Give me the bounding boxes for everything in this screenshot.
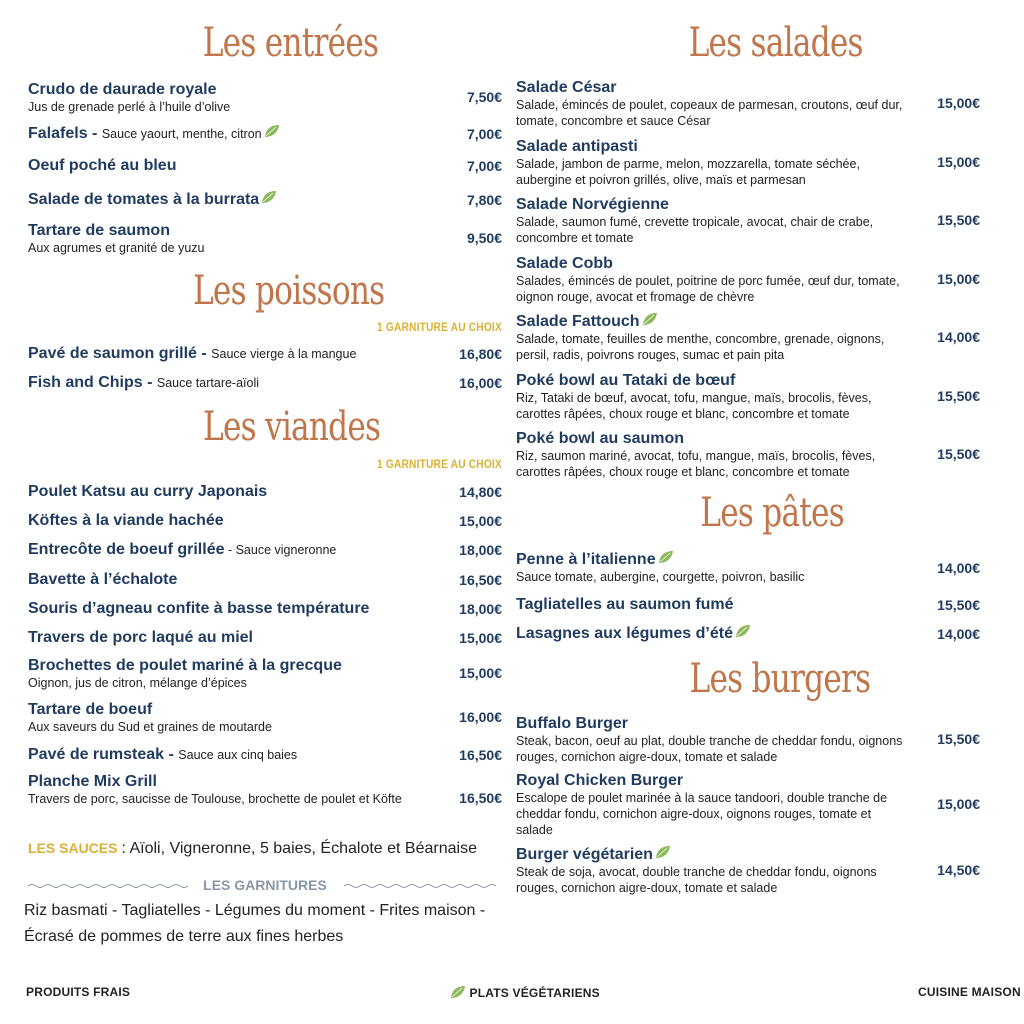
menu-item [28, 599, 502, 618]
item-price: 7,50€ [466, 89, 502, 105]
menu-item [516, 624, 980, 643]
sauces-text: : Aïoli, Vigneronne, 5 baies, Échalote et Béarnaise [121, 840, 477, 857]
menu-item [516, 371, 980, 422]
menu-item [516, 845, 980, 896]
menu-item [28, 373, 502, 393]
item-title: Entrecôte de boeuf grillée [28, 541, 225, 558]
item-name [516, 137, 980, 156]
item-price: 15,50€ [937, 446, 980, 462]
item-name [28, 700, 502, 719]
leaf-icon [261, 190, 277, 204]
item-name [28, 656, 502, 675]
garnitures-header [28, 876, 502, 896]
item-description: Aux saveurs du Sud et graines de moutarde [28, 720, 272, 734]
item-description: Travers de porc, saucisse de Toulouse, brochette de poulet et Köfte [28, 792, 402, 806]
menu-item [28, 772, 502, 807]
item-price: 16,80€ [459, 346, 502, 362]
item-description: Riz, Tataki de bœuf, avocat, tofu, mangue, maïs, brocolis, fèves, carottes râpées, choux rouge et blanc, concombre et tomate [516, 391, 872, 421]
item-name [28, 124, 502, 144]
item-price: 15,50€ [937, 731, 980, 747]
leaf-icon [655, 845, 671, 859]
item-price: 15,00€ [937, 796, 980, 812]
menu-item [28, 80, 502, 115]
item-price: 15,00€ [459, 665, 502, 681]
item-name [516, 254, 980, 273]
item-title: Poulet Katsu au curry Japonais [28, 483, 268, 500]
item-name [516, 624, 980, 643]
item-name [516, 595, 980, 614]
menu-item [516, 429, 980, 480]
menu-item [28, 482, 502, 501]
item-name [516, 371, 980, 390]
item-title: Salade César [516, 79, 617, 96]
footer-vegetarian-label: PLATS VÉGÉTARIENS [469, 986, 600, 1000]
item-title: Poké bowl au saumon [516, 430, 685, 447]
item-name [516, 771, 980, 790]
item-price: 15,00€ [937, 154, 980, 170]
item-description: Steak de soja, avocat, double tranche de cheddar fondu, oignons rouges, cornichon aigre-doux, tomate et salade [516, 865, 877, 895]
item-name [28, 570, 502, 589]
item-title: Fish and Chips - [28, 374, 157, 391]
item-price: 16,50€ [459, 572, 502, 588]
section-title-entrees: Les entrées [202, 20, 379, 66]
item-title: Pavé de saumon grillé - [28, 345, 212, 362]
leaf-icon [642, 312, 658, 326]
item-price: 14,00€ [937, 560, 980, 576]
item-description: Riz, saumon mariné, avocat, tofu, mangue, maïs, brocolis, fèves, carottes râpées, choux rouge et blanc, concombre et tomate [516, 449, 876, 479]
item-price: 18,00€ [459, 542, 502, 558]
menu-item [28, 156, 502, 175]
item-price: 16,50€ [459, 747, 502, 763]
item-title: Köftes à la viande hachée [28, 512, 224, 529]
item-title: Burger végétarien [516, 846, 653, 863]
item-name [28, 221, 502, 240]
menu-item [28, 745, 502, 765]
footer-fresh: PRODUITS FRAIS [26, 985, 131, 999]
item-name [28, 540, 502, 560]
item-title: Crudo de daurade royale [28, 81, 217, 98]
item-price: 14,80€ [459, 484, 502, 500]
item-name [28, 344, 502, 364]
item-title: Falafels - [28, 125, 102, 142]
menu-item [28, 700, 502, 735]
leaf-icon [450, 985, 466, 999]
menu-item [28, 656, 502, 691]
item-title: Salade Cobb [516, 255, 613, 272]
item-title: Tagliatelles au saumon fumé [516, 596, 734, 613]
sauces-label: LES SAUCES [28, 840, 118, 856]
footer-vegetarian [448, 985, 600, 1000]
item-name [28, 190, 502, 209]
item-price: 18,00€ [459, 601, 502, 617]
item-description: Salade, tomate, feuilles de menthe, concombre, grenade, oignons, persil, radis, poivrons rouges, sumac et pain pita [516, 332, 885, 362]
item-price: 16,50€ [459, 790, 502, 806]
footer-homemade: CUISINE MAISON [918, 985, 1021, 999]
leaf-icon [658, 550, 674, 564]
section-title-pates: Les pâtes [700, 490, 844, 536]
item-title: Poké bowl au Tataki de bœuf [516, 372, 736, 389]
garniture-note: 1 GARNITURE AU CHOIX [377, 320, 502, 334]
menu-item [28, 221, 502, 256]
item-title: Tartare de boeuf [28, 701, 153, 718]
menu-item [516, 78, 980, 129]
item-price: 7,00€ [466, 158, 502, 174]
item-description: Salade, jambon de parme, melon, mozzarella, tomate séchée, aubergine et poivron grillés, olive, maïs et parmesan [516, 157, 860, 187]
item-title: Bavette à l’échalote [28, 571, 178, 588]
item-description: Salades, émincés de poulet, poitrine de porc fumée, œuf dur, tomate, oignon rouge, avocat et fromage de chèvre [516, 274, 900, 304]
item-name [516, 312, 980, 331]
menu-item [516, 254, 980, 305]
item-price: 14,00€ [937, 626, 980, 642]
menu-item [516, 195, 980, 246]
item-title: Pavé de rumsteak - [28, 746, 179, 763]
item-name [516, 550, 980, 569]
item-name [516, 845, 980, 864]
item-price: 15,00€ [937, 95, 980, 111]
item-name [28, 745, 502, 765]
menu-item [28, 190, 502, 209]
item-name [28, 772, 502, 791]
item-price: 15,50€ [937, 388, 980, 404]
item-title: Salade de tomates à la burrata [28, 191, 260, 208]
item-description: Escalope de poulet marinée à la sauce tandoori, double tranche de cheddar fondu, cornichon aigre-doux, oignons rouges, tomate et salade [516, 791, 888, 837]
item-title: Tartare de saumon [28, 222, 170, 239]
leaf-icon [264, 124, 280, 138]
item-title: Salade Fattouch [516, 313, 640, 330]
item-sauce: Sauce vierge à la mangue [211, 347, 357, 361]
item-name [516, 429, 980, 448]
item-title: Souris d’agneau confite à basse température [28, 600, 370, 617]
section-title-salades: Les salades [688, 20, 863, 66]
item-price: 16,00€ [459, 709, 502, 725]
menu-item [28, 344, 502, 364]
item-title: Planche Mix Grill [28, 773, 157, 790]
item-price: 15,50€ [937, 597, 980, 613]
item-price: 15,00€ [937, 271, 980, 287]
leaf-icon [735, 624, 751, 638]
item-name [516, 714, 980, 733]
item-title: Brochettes de poulet mariné à la grecque [28, 657, 342, 674]
item-title: Travers de porc laqué au miel [28, 629, 253, 646]
item-sauce: Sauce tartare-aïoli [156, 376, 260, 390]
menu-item [28, 124, 502, 144]
menu-item [516, 771, 980, 838]
item-name [28, 80, 502, 99]
item-sauce: Sauce yaourt, menthe, citron [101, 127, 262, 141]
item-description: Oignon, jus de citron, mélange d’épices [28, 676, 247, 690]
item-name [516, 78, 980, 97]
sauces-line [28, 840, 477, 858]
item-name [516, 195, 980, 214]
section-title-viandes: Les viandes [203, 404, 381, 450]
item-price: 15,00€ [459, 513, 502, 529]
item-description: Salade, saumon fumé, crevette tropicale, avocat, chair de crabe, concombre et tomate [516, 215, 874, 245]
item-name [28, 482, 502, 501]
item-price: 7,80€ [466, 192, 502, 208]
item-title: Royal Chicken Burger [516, 772, 684, 789]
item-title: Salade Norvégienne [516, 196, 669, 213]
section-title-burgers: Les burgers [689, 656, 871, 702]
item-name [28, 156, 502, 175]
garnitures-label: LES GARNITURES [203, 877, 327, 893]
menu-item [516, 714, 980, 765]
item-description: Steak, bacon, oeuf au plat, double tranche de cheddar fondu, oignons rouges, cornichon aigre-doux, tomate et salade [516, 734, 903, 764]
item-sauce: - Sauce vigneronne [224, 543, 337, 557]
item-description: Sauce tomate, aubergine, courgette, poivron, basilic [516, 570, 805, 584]
item-description: Salade, émincés de poulet, copeaux de parmesan, croutons, œuf dur, tomate, concombre et sauce César [516, 98, 903, 128]
item-price: 7,00€ [466, 126, 502, 142]
item-name [28, 511, 502, 530]
item-title: Salade antipasti [516, 138, 638, 155]
item-sauce: Sauce aux cinq baies [178, 748, 298, 762]
item-price: 15,00€ [459, 630, 502, 646]
item-title: Penne à l’italienne [516, 551, 656, 568]
item-description: Jus de grenade perlé à l’huile d’olive [28, 100, 231, 114]
menu-item [516, 312, 980, 363]
item-name [28, 373, 502, 393]
garniture-note: 1 GARNITURE AU CHOIX [377, 457, 502, 471]
item-title: Buffalo Burger [516, 715, 628, 732]
item-title: Lasagnes aux légumes d’été [516, 625, 733, 642]
garnitures-text: Riz basmati - Tagliatelles - Légumes du moment - Frites maison - Écrasé de pommes de terre aux fines herbes [24, 902, 486, 945]
menu-item [28, 570, 502, 589]
item-description: Aux agrumes et granité de yuzu [28, 241, 205, 255]
item-price: 9,50€ [466, 230, 502, 246]
menu-item [28, 511, 502, 530]
item-title: Oeuf poché au bleu [28, 157, 177, 174]
item-price: 16,00€ [459, 375, 502, 391]
menu-item [516, 137, 980, 188]
item-price: 14,00€ [937, 329, 980, 345]
item-name [28, 628, 502, 647]
menu-item [516, 595, 980, 614]
section-title-poissons: Les poissons [192, 268, 385, 314]
menu-item [28, 628, 502, 647]
item-price: 15,50€ [937, 212, 980, 228]
item-price: 14,50€ [937, 862, 980, 878]
menu-item [28, 540, 502, 560]
menu-item [516, 550, 980, 585]
item-name [28, 599, 502, 618]
